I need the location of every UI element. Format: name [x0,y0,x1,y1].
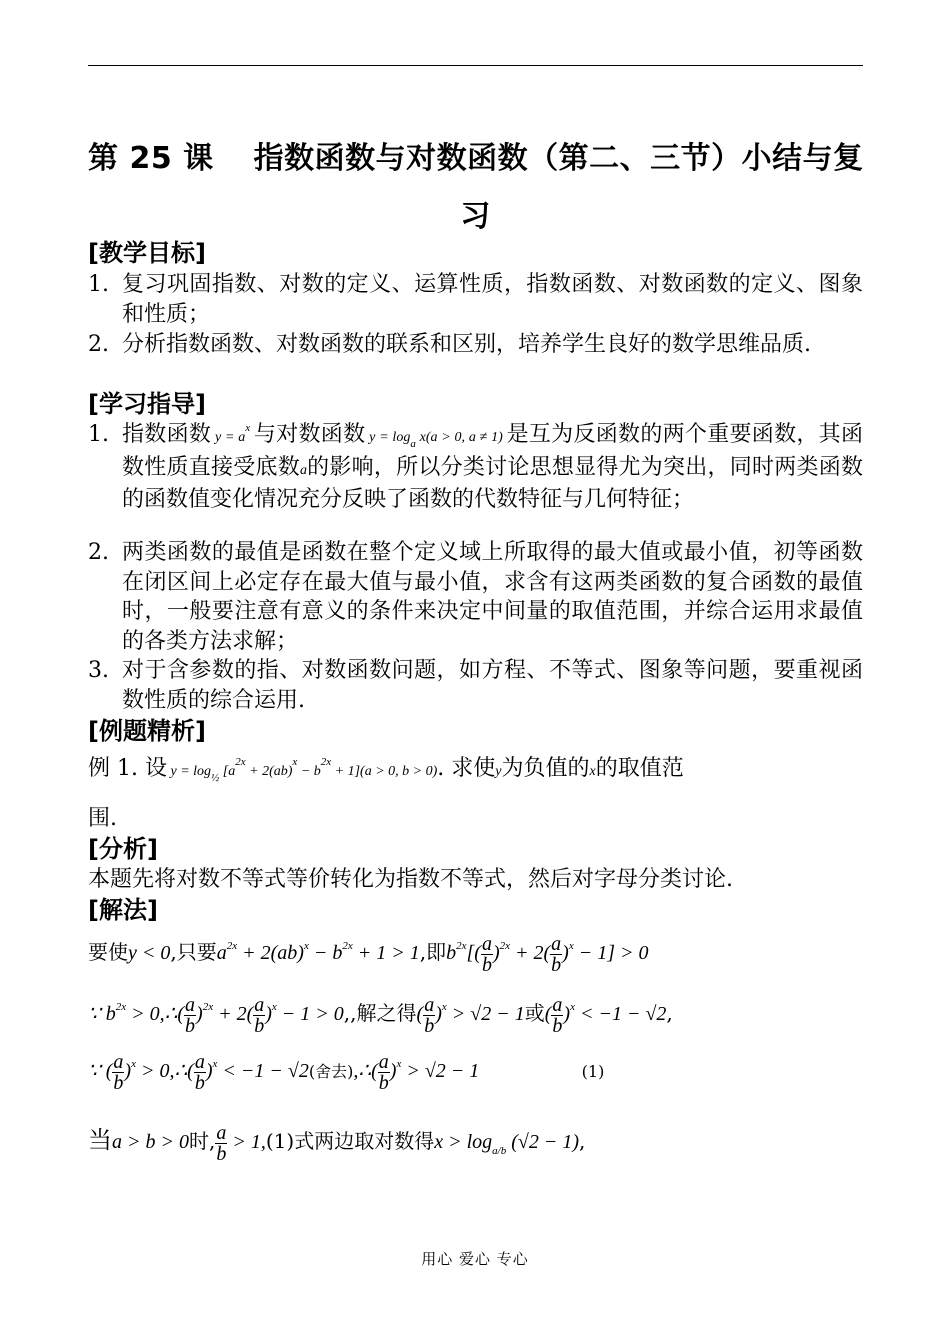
analysis-text: 本题先将对数不等式等价转化为指数不等式，然后对字母分类讨论. [88,867,733,892]
example-1-cont: 围. [88,806,117,831]
exp-function-formula: $y = a^x$ [211,422,251,445]
page-title [88,130,863,246]
section-guide: [学习指导] [88,390,206,418]
section-examples: [例题精析] [88,717,206,745]
solution-line-2: ∵ $b^{2x}$ > 0,∴( $\frac{a}{b}$ )$^{2x}$ + 2( $\frac{a}{b}$ )$^x$ − 1 > 0,,解之得( $\frac{a}{b}$ )$^x$ > √2 − 1或( $\frac{a}{b}$ )$^x$ < −1 − √2, [88,994,673,1037]
lesson-number: 第 25 课 [88,141,214,176]
equation-number: (1) [581,1062,605,1082]
guide-item: 2. 两类函数的最值是函数在整个定义域上所取得的最大值或最小值，初等函数在闭区间上必定存在最大值与最小值，求含有这两类函数的复合函数的最值时，一般要注意有意义的条件来决定中间量的取值范围，并综合运用求最值的各类方法求解； [88,540,863,654]
guide-item: 1. 指数函数 $y = a^x$ 与对数函数 $y = \log_a x(a > 0$, a ≠ 1) 是互为反函数的两个重要函数，其函数性质直接受底数a的影响，所以分类讨论思想显得尤为突出，同时两类函数的函数值变化情况充分反映了函数的代数特征与几何特征； [88,422,863,512]
lesson-topic-cont: 习 [460,199,491,234]
header-rule [88,65,863,66]
section-analysis: [分析] [88,835,158,863]
page-footer: 用心 爱心 专心 [421,1250,529,1268]
goal-item: 2. 分析指数函数、对数函数的联系和区别，培养学生良好的数学思维品质. [88,332,811,357]
section-goals: [教学目标] [88,239,206,267]
base-symbol: a [299,462,307,478]
lesson-topic: 指数函数与对数函数（第二、三节）小结与复 [253,141,864,176]
solution-line-1: 要使y < 0,只要$a^{2x} + 2(ab)^x - b^{2x} + 1 > 1$,即$b^{2x}$[( $\frac{a}{b}$ )$^{2x}$ + 2( $\frac{a}{b}$ )$^x$ − 1] > 0 [88,933,649,976]
solution-line-4: 当a > b > 0时, $\frac{a}{b}$ > 1,(1)式两边取对数得$x > \log_{a/b} (√2 - 1)$, [88,1121,586,1165]
log-function-formula: $y = \log_a x(a > 0$, a ≠ 1) [365,430,507,450]
goal-item: 1. 复习巩固指数、对数的定义、运算性质，指数函数、对数函数的定义、图象和性质； [88,272,863,327]
example-formula: $y = \log_{\frac{1}{2}} [a^{2x} + 2(ab)^x - b^{2x} + 1](a > 0$, b > 0) [166,756,438,784]
solution-line-3: ∵ ( $\frac{a}{b}$ )$^x$ > 0,∴( $\frac{a}{b}$ )$^x$ < −1 − √2(舍去),∴( $\frac{a}{b}$ )$^x$ > √2 − 1 (1) [88,1051,605,1094]
section-solution: [解法] [88,896,158,924]
guide-item: 3. 对于含参数的指、对数函数问题，如方程、不等式、图象等问题，要重视函数性质的综合运用. [88,658,863,713]
example-1: 例 1. 设 $y = \log_{\frac{1}{2}} [a^{2x} + 2(ab)^x - b^{2x} + 1](a > 0$, b > 0). 求使y为负值的x的取值范 [88,756,684,784]
